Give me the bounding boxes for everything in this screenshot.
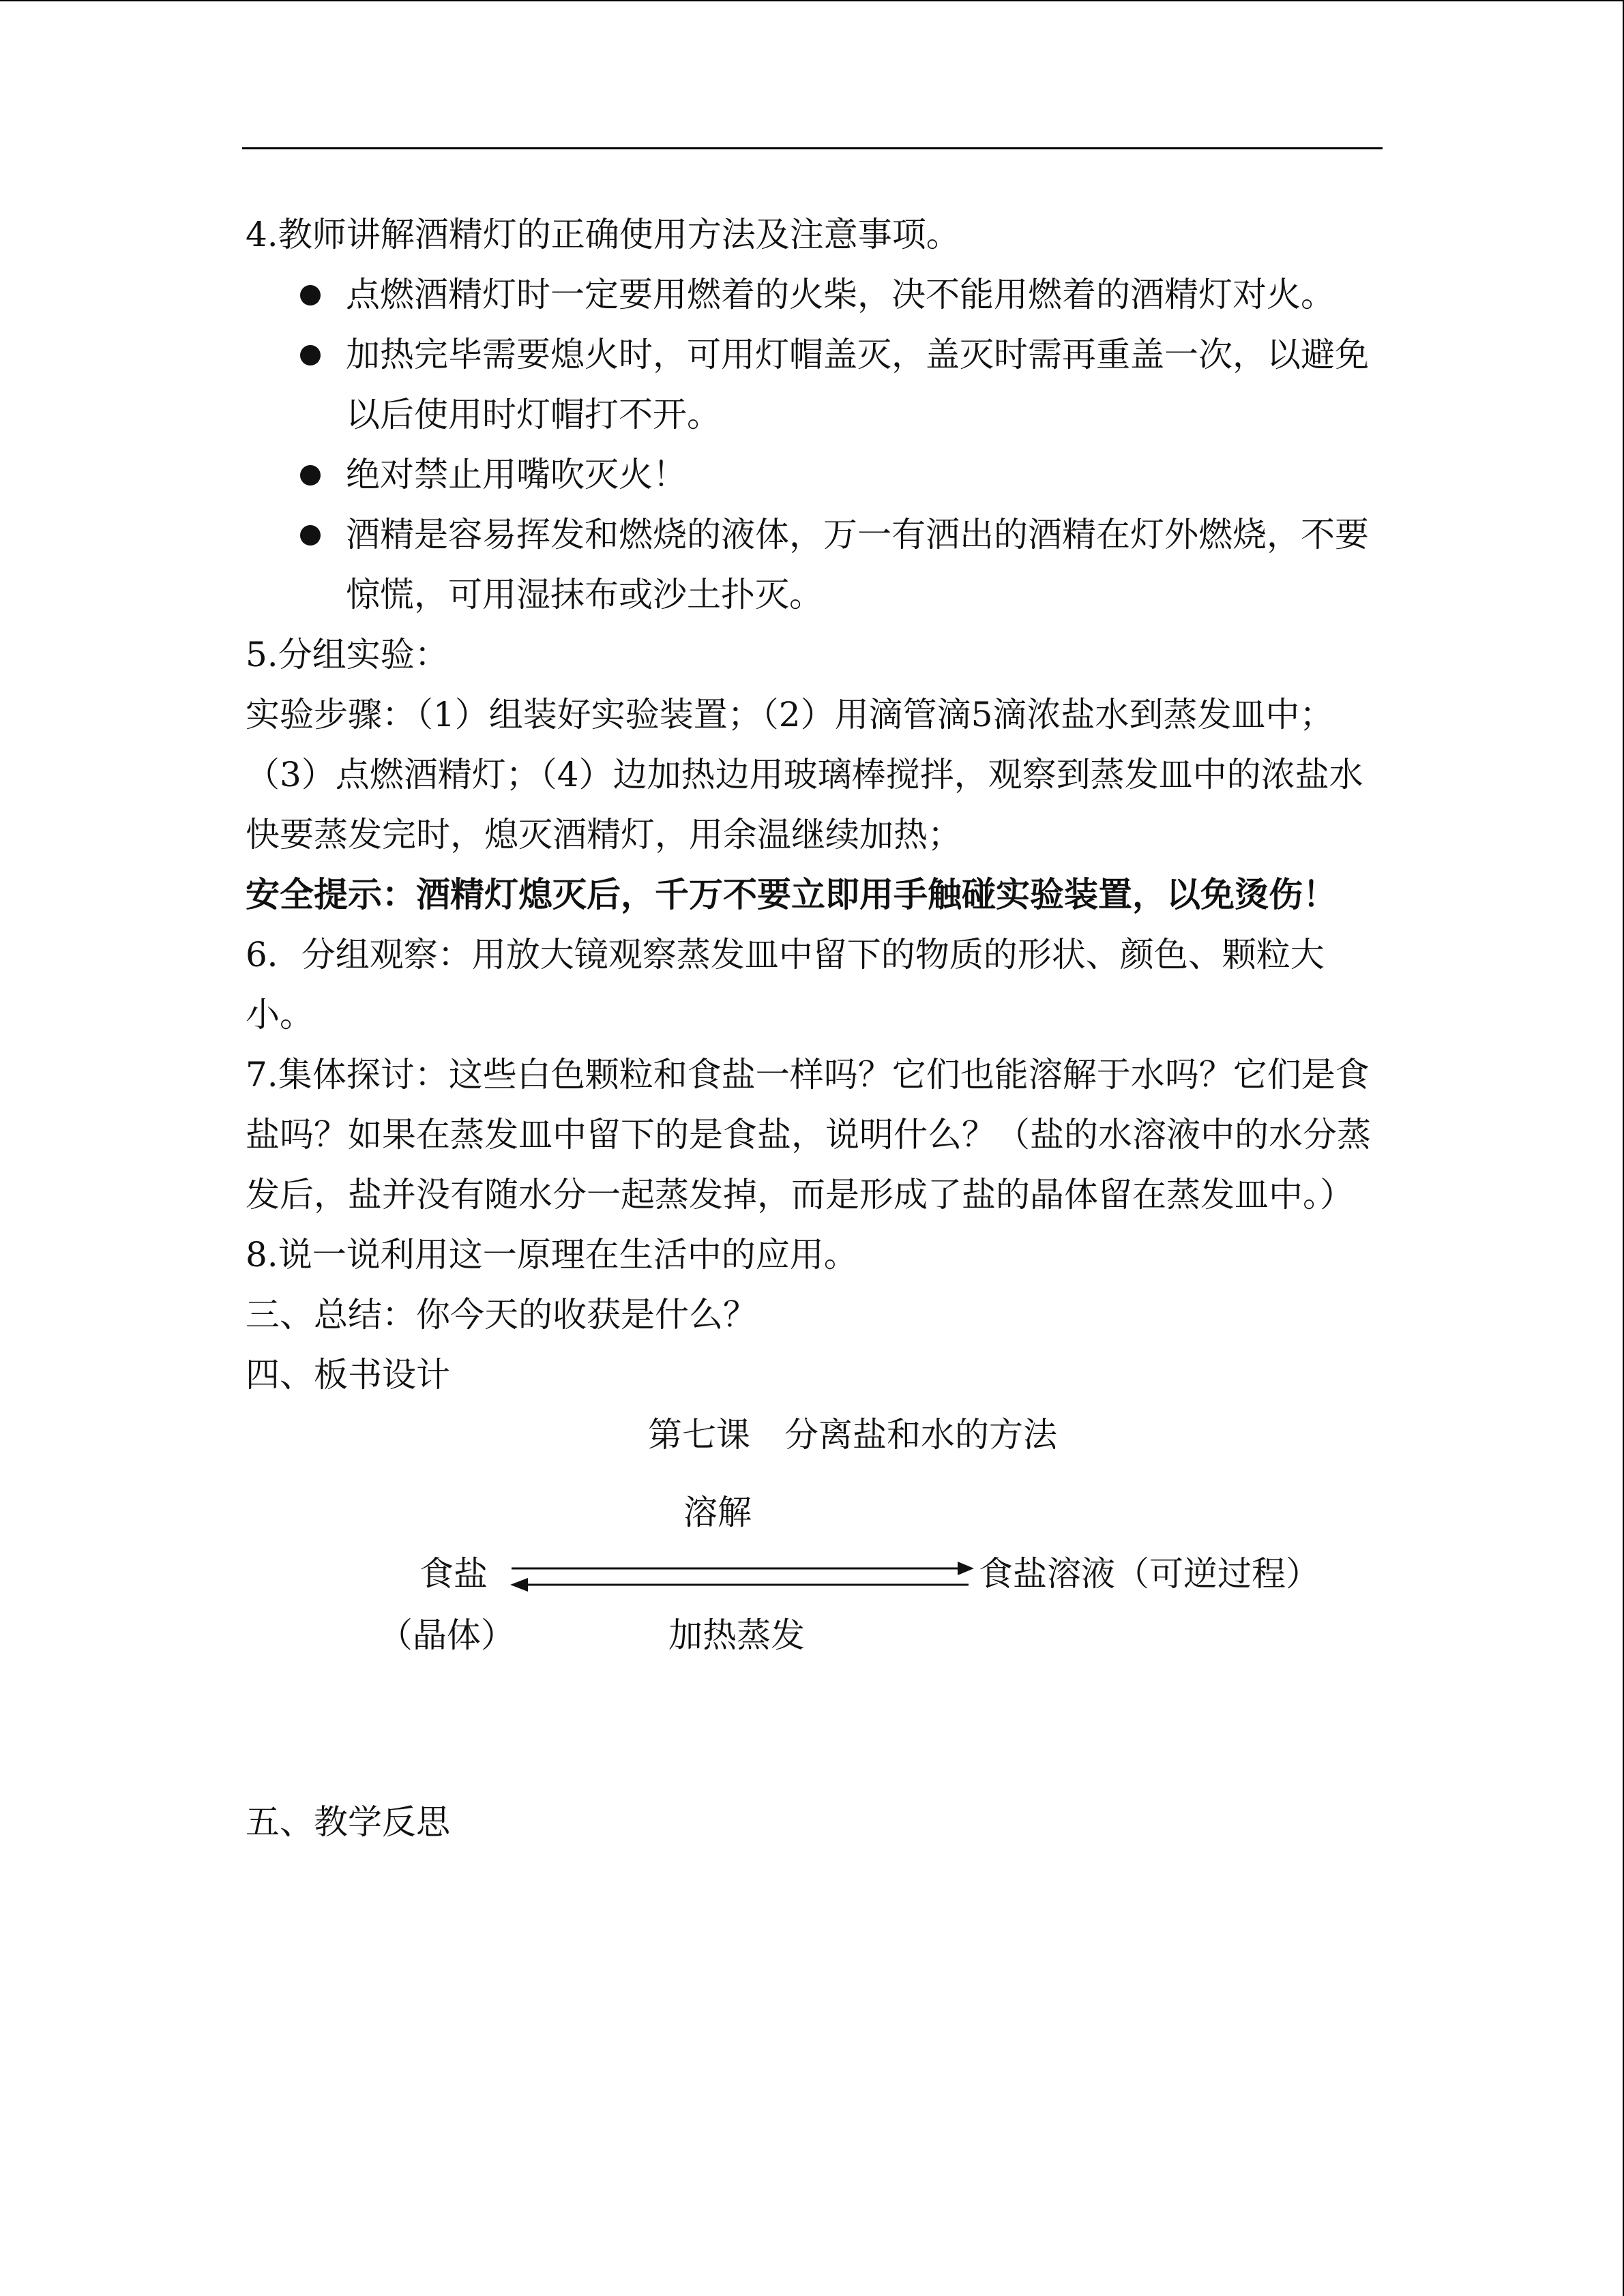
item4-heading: 4.教师讲解酒精灯的正确使用方法及注意事项。 <box>246 215 960 254</box>
item8-application: 8.说一说利用这一原理在生活中的应用。 <box>246 1235 858 1274</box>
section4-board-design: 四、板书设计 <box>246 1355 450 1395</box>
salt-label: 食盐 <box>419 1554 488 1594</box>
reversible-arrows <box>505 1553 982 1594</box>
item5-heading: 5.分组实验： <box>246 635 449 674</box>
bullet-dot-icon <box>300 465 321 486</box>
salt-solution-label: 食盐溶液（可逆过程） <box>979 1554 1320 1594</box>
reverse-arrowhead-icon <box>510 1578 528 1592</box>
bullet-dot-icon <box>300 345 321 366</box>
bullet-dot-icon <box>300 285 321 305</box>
section5-reflection: 五、教学反思 <box>246 1802 450 1842</box>
forward-arrowhead-icon <box>958 1562 974 1575</box>
bullet-text: 加热完毕需要熄火时，可用灯帽盖灭，盖灭时需再重盖一次，以避免以后使用时灯帽打不开。 <box>346 335 1369 434</box>
bullet-text: 酒精是容易挥发和燃烧的液体，万一有洒出的酒精在灯外燃烧，不要惊慌，可用湿抹布或沙土扑灭。 <box>346 515 1369 614</box>
bullet-text: 绝对禁止用嘴吹灭火！ <box>346 455 687 494</box>
bullet-item <box>246 265 1378 325</box>
item6-observation: 6．分组观察：用放大镜观察蒸发皿中留下的物质的形状、颜色、颗粒大小。 <box>246 935 1325 1034</box>
heat-evaporate-label: 加热蒸发 <box>668 1615 805 1655</box>
item7-discussion: 7.集体探讨：这些白色颗粒和食盐一样吗？它们也能溶解于水吗？它们是食盐吗？如果在蒸发皿中留下的是食盐，说明什么？（盐的水溶液中的水分蒸发后，盐并没有随水分一起蒸发掉，而是形成了盐的晶体留在蒸发皿中。） <box>246 1055 1371 1214</box>
bullet-text: 点燃酒精灯时一定要用燃着的火柴，决不能用燃着的酒精灯对火。 <box>346 275 1335 314</box>
section3-summary: 三、总结：你今天的收获是什么？ <box>246 1295 757 1335</box>
document-body <box>246 205 1378 1852</box>
safety-tip: 安全提示：酒精灯熄灭后，千万不要立即用手触碰实验装置，以免烫伤！ <box>246 874 1337 914</box>
dissolve-label: 溶解 <box>683 1493 752 1532</box>
board-title: 第七课 分离盐和水的方法 <box>648 1415 1057 1455</box>
bullet-item <box>246 325 1378 445</box>
header-rule <box>242 147 1383 149</box>
bullet-item <box>246 505 1378 625</box>
bullet-dot-icon <box>300 525 321 546</box>
item4-bullet-list <box>246 265 1378 625</box>
crystal-label: （晶体） <box>379 1615 515 1655</box>
bullet-item <box>246 445 1378 505</box>
reversible-process-diagram <box>246 1492 1378 1751</box>
experiment-steps: 实验步骤：（1）组装好实验装置；（2）用滴管滴5滴浓盐水到蒸发皿中；（3）点燃酒精灯；（4）边加热边用玻璃棒搅拌，观察到蒸发皿中的浓盐水快要蒸发完时，熄灭酒精灯，用余温继续加热； <box>246 695 1363 854</box>
